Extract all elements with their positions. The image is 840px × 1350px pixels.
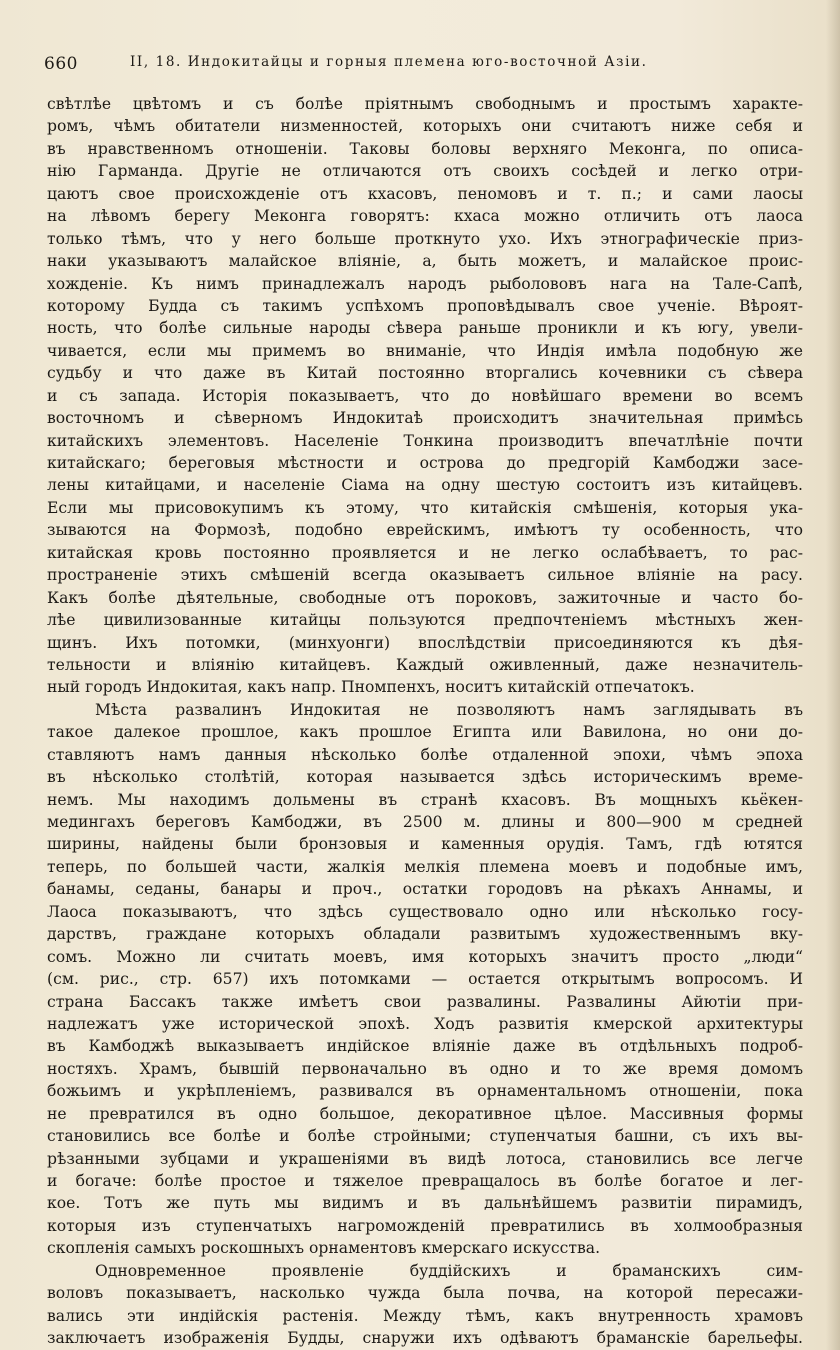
- text-line: въ нѣсколько столѣтій, которая называется здѣсь историческимъ време-: [47, 768, 803, 787]
- paragraph-end-line: ный городъ Индокитая, какъ напр. Пномпенхъ, носитъ китайскій отпечатокъ.: [47, 678, 695, 697]
- text-line: свѣтлѣе цвѣтомъ и съ болѣе пріятнымъ свободнымъ и простымъ характе-: [47, 95, 803, 113]
- text-line: заключаетъ изображенія Будды, снаружи ихъ одѣваютъ браманскіе барельефы.: [47, 1329, 803, 1348]
- text-line: сомъ. Можно ли считать моевъ, имя которыхъ значитъ просто „люди“: [47, 947, 803, 966]
- text-line: Если мы присовокупимъ къ этому, что китайскія смѣшенія, которыя ука-: [47, 498, 803, 517]
- text-line: воловъ показываетъ, насколько чужда была почва, на которой пересажи-: [47, 1284, 803, 1303]
- text-line: въ Камбоджѣ выказываетъ индійское вліяніе даже въ отдѣльныхъ подроб-: [47, 1037, 803, 1056]
- text-line: пространеніе этихъ смѣшеній всегда оказываетъ сильное вліяніе на расу.: [47, 566, 803, 585]
- text-line: зываются на Формозѣ, подобно еврейскимъ, имѣютъ ту особенность, что: [47, 521, 803, 540]
- text-line: тельности и вліянію китайцевъ. Каждый оживленный, даже незначитель-: [47, 655, 803, 674]
- text-line: ставляютъ намъ данныя нѣсколько болѣе отдаленной эпохи, чѣмъ эпоха: [47, 745, 803, 764]
- text-line: восточномъ и сѣверномъ Индокитаѣ происходитъ значительная примѣсь: [47, 409, 803, 428]
- text-line: судьбу и что даже въ Китай постоянно вторгались кочевники съ сѣвера: [47, 364, 803, 383]
- text-line: ность, что болѣе сильные народы сѣвера раньше проникли и къ югу, увели-: [47, 319, 803, 338]
- text-line: медингахъ береговъ Камбоджи, въ 2500 м. длины и 800—900 м средней: [47, 813, 803, 831]
- text-line: надлежатъ уже исторической эпохѣ. Ходъ развитія кмерской архитектуры: [47, 1014, 803, 1033]
- paragraph-end-line: скопленія самыхъ роскошныхъ орнаментовъ кмерскаго искусства.: [47, 1239, 601, 1258]
- text-line: Какъ болѣе дѣятельные, свободные отъ пороковъ, зажиточные и часто бо-: [47, 588, 803, 607]
- text-line: которыя изъ ступенчатыхъ нагроможденій превратились въ холмообразныя: [47, 1216, 803, 1235]
- text-line: не превратился въ одно большое, декоративное цѣлое. Массивныя формы: [47, 1104, 803, 1123]
- text-line: ромъ, чѣмъ обитатели низменностей, которыхъ они считаютъ ниже себя и: [47, 117, 803, 136]
- text-line: такое далекое прошлое, какъ прошлое Египта или Вавилона, но они до-: [47, 723, 803, 742]
- text-line: лены китайцами, и населеніе Сіама на одну шестую состоитъ изъ китайцевъ.: [47, 476, 803, 495]
- text-line: немъ. Мы находимъ дольмены въ странѣ кхасовъ. Въ мощныхъ кьёкен-: [47, 790, 803, 809]
- text-line: Лаоса показываютъ, что здѣсь существовало одно или нѣсколько госу-: [47, 902, 803, 921]
- text-line: божьимъ и укрѣпленіемъ, развивался въ орнаментальномъ отношеніи, пока: [47, 1082, 803, 1101]
- text-line: чивается, если мы примемъ во вниманіе, что Индія имѣла подобную же: [47, 341, 803, 360]
- text-line: наки указываютъ малайское вліяніе, а, быть можетъ, и малайское проис-: [47, 252, 803, 271]
- page-edge-shadow: [826, 0, 840, 1350]
- paragraph-start-line: Мѣста развалинъ Индокитая не позволяютъ намъ заглядывать въ: [95, 700, 803, 719]
- text-line: китайская кровь постоянно проявляется и не легко ослабѣваетъ, то рас-: [47, 543, 803, 562]
- text-line: цаютъ свое происхожденіе отъ кхасовъ, пеномовъ и т. п.; и сами лаосы: [47, 184, 803, 203]
- text-line: становились все болѣе и болѣе стройными; ступенчатыя башни, съ ихъ вы-: [47, 1127, 803, 1146]
- text-line: рѣзанными зубцами и украшеніями въ видѣ лотоса, становились все легче: [47, 1149, 803, 1168]
- text-line: нію Гарманда. Другіе не отличаются отъ своихъ сосѣдей и легко отри-: [47, 162, 803, 181]
- text-line: въ нравственномъ отношеніи. Таковы боловы верхняго Меконга, по описа-: [47, 139, 803, 158]
- text-line: кое. Тотъ же путь мы видимъ и въ дальнѣйшемъ развитіи пирамидъ,: [47, 1194, 803, 1213]
- text-line: теперь, по большей части, жалкія мелкія племена моевъ и подобные имъ,: [47, 857, 803, 876]
- text-line: только тѣмъ, что у него больше проткнуто ухо. Ихъ этнографическіе приз-: [47, 229, 803, 248]
- running-head: II, 18. Индокитайцы и горныя племена юго-восточной Азіи.: [130, 54, 648, 70]
- text-line: ностяхъ. Храмъ, бывшій первоначально въ одно и то же время домомъ: [47, 1059, 803, 1078]
- text-line: и богаче: болѣе простое и тяжелое превращалось въ болѣе богатое и лег-: [47, 1172, 803, 1190]
- text-line: страна Бассакъ также имѣетъ свои развалины. Развалины Айютіи при-: [47, 992, 803, 1011]
- text-line: ширины, найдены были бронзовыя и каменныя орудія. Тамъ, гдѣ ютятся: [47, 835, 803, 854]
- paragraph-start-line: Одновременное проявленіе буддійскихъ и браманскихъ сим-: [95, 1261, 803, 1280]
- text-line: которому Будда съ такимъ успѣхомъ проповѣдывалъ свое ученіе. Вѣроят-: [47, 296, 803, 315]
- page-header: [44, 52, 804, 76]
- text-line: банамы, седаны, банары и проч., остатки городовъ на рѣкахъ Аннамы, и: [47, 880, 803, 899]
- page-number: 660: [44, 54, 78, 74]
- text-line: хожденіе. Къ нимъ принадлежалъ народъ рыболововъ нага на Тале-Сапѣ,: [47, 274, 803, 293]
- text-line: китайскаго; береговыя мѣстности и острова до предгорій Камбоджи засе-: [47, 454, 803, 472]
- text-line: и съ запада. Исторія показываетъ, что до новѣйшаго времени во всемъ: [47, 386, 803, 405]
- text-line: китайскихъ элементовъ. Населеніе Тонкина производитъ впечатлѣніе почти: [47, 431, 803, 450]
- text-line: (см. рис., стр. 657) ихъ потомками — остается открытымъ вопросомъ. И: [47, 970, 803, 989]
- text-line: вались эти индійскія растенія. Между тѣмъ, какъ внутренность храмовъ: [47, 1306, 803, 1325]
- text-line: щинъ. Ихъ потомки, (минхуонги) впослѣдствіи присоединяются къ дѣя-: [47, 633, 803, 652]
- text-line: дарствъ, граждане которыхъ обладали развитымъ художественнымъ вку-: [47, 925, 803, 944]
- text-line: лѣе цивилизованные китайцы пользуются предпочтеніемъ мѣстныхъ жен-: [47, 611, 803, 630]
- text-line: на лѣвомъ берегу Меконга говорятъ: кхаса можно отличить отъ лаоса: [47, 207, 803, 226]
- body-text: [47, 93, 803, 1350]
